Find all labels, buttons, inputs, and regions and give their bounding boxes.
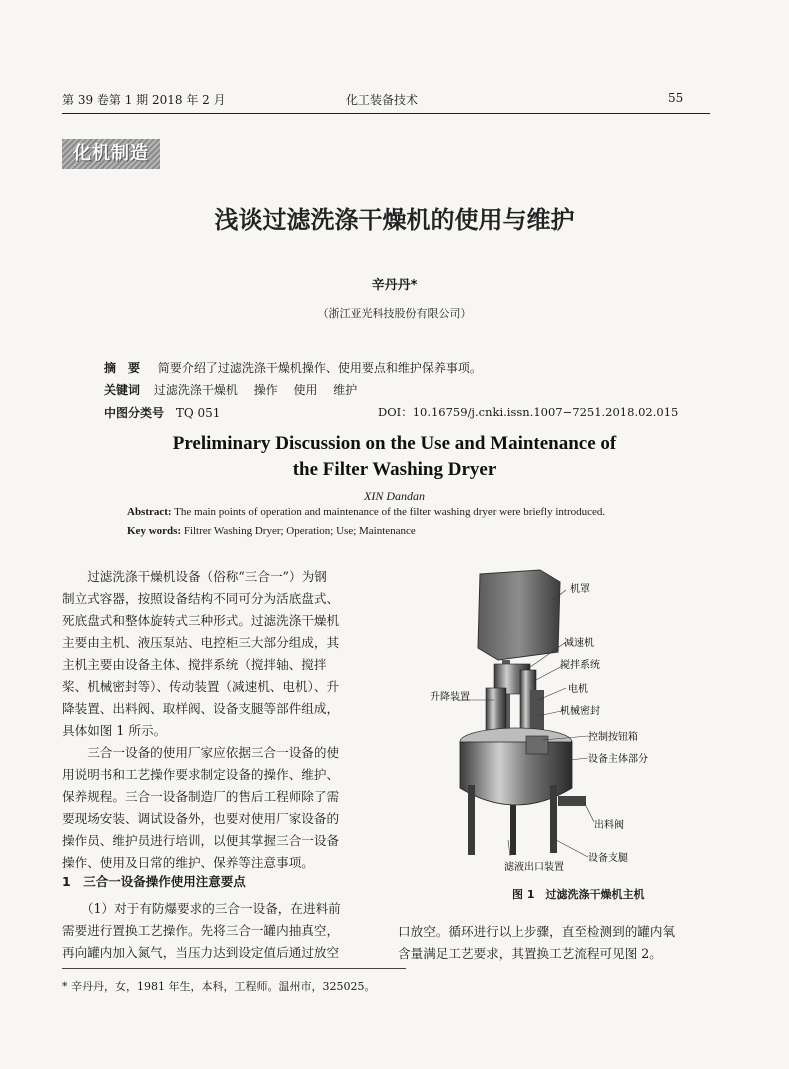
author-cn: 辛丹丹* xyxy=(371,278,418,293)
footnote-rule xyxy=(62,968,406,969)
label-body: 设备主体部分 xyxy=(588,754,648,765)
label-motor: 电机 xyxy=(568,684,588,695)
body-paragraph-line: （1）对于有防爆要求的三合一设备，在进料前 xyxy=(62,901,341,916)
body-paragraph-line: 具体如图 1 所示。 xyxy=(62,723,167,738)
keywords-cn-text: 过滤洗涤干燥机 操作 使用 维护 xyxy=(153,383,358,397)
body-paragraph-line: 操作员、维护员进行培训，以便其掌握三合一设备 xyxy=(62,833,340,848)
label-button-box: 控制按钮箱 xyxy=(588,732,638,743)
body-paragraph-line: 含量满足工艺要求，其置换工艺流程可见图 2。 xyxy=(398,946,662,961)
column-label: 化机制造 xyxy=(62,139,160,169)
label-lift: 升降装置 xyxy=(430,692,470,703)
abstract-en-text: The main points of operation and maintenance of the filter washing dryer were briefly introduced. xyxy=(171,506,606,518)
label-agitator: 搅拌系统 xyxy=(560,660,600,671)
keywords-cn-label: 关键词 xyxy=(104,383,141,397)
body-paragraph-line: 死底盘式和整体旋转式三种形式。过滤洗涤干燥机 xyxy=(62,613,340,628)
body-paragraph-line: 再向罐内加入氮气，当压力达到设定值后通过放空 xyxy=(62,945,340,960)
keywords-en-text: Filtrer Washing Dryer; Operation; Use; Maintenance xyxy=(181,525,416,537)
body-paragraph-line: 桨、机械密封等）、传动装置（减速机、电机）、升 xyxy=(62,679,340,694)
body-paragraph-line: 制立式容器，按照设备结构不同可分为活底盘式、 xyxy=(62,591,340,606)
body-paragraph-line: 用说明书和工艺操作要求制定设备的操作、维护、 xyxy=(62,767,340,782)
abstract-cn-label: 摘 要 xyxy=(104,361,141,375)
label-filtrate: 滤液出口装置 xyxy=(504,862,564,873)
abstract-en-label: Abstract: xyxy=(127,506,172,518)
affiliation-cn: （浙江亚光科技股份有限公司） xyxy=(317,307,472,320)
abstract-cn-text: 简要介绍了过滤洗涤干燥机操作、使用要点和维护保养事项。 xyxy=(157,361,482,375)
doi: DOI：10.16759/j.cnki.issn.1007−7251.2018.02.015 xyxy=(378,405,679,419)
article-title-en-line-1: Preliminary Discussion on the Use and Maintenance of xyxy=(172,433,617,454)
abstract-en xyxy=(127,506,605,518)
body-paragraph-line: 三合一设备的使用厂家应依据三合一设备的使 xyxy=(62,745,340,760)
body-paragraph-line: 主机主要由设备主体、搅拌系统（搅拌轴、搅拌 xyxy=(62,657,327,672)
body-paragraph-line: 要现场安装、调试设备外，也要对使用厂家设备的 xyxy=(62,811,340,826)
abstract-cn xyxy=(104,359,482,376)
label-seal: 机械密封 xyxy=(560,706,600,717)
body-paragraph-line: 保养规程。三合一设备制造厂的售后工程师除了需 xyxy=(62,789,340,804)
header-journal: 化工装备技术 xyxy=(346,93,419,107)
clc-value: TQ 051 xyxy=(175,406,221,420)
header-rule xyxy=(62,113,710,114)
label-legs: 设备支腿 xyxy=(588,853,628,864)
label-reducer: 减速机 xyxy=(564,638,594,649)
header-volume: 第 39 卷第 1 期 2018 年 2 月 xyxy=(62,93,226,107)
body-paragraph-line: 过滤洗涤干燥机设备（俗称“三合一”）为钢 xyxy=(62,569,327,584)
section-heading-1: 1 三合一设备操作使用注意要点 xyxy=(62,874,246,889)
keywords-cn xyxy=(104,381,357,398)
body-paragraph-line: 主要由主机、液压泵站、电控柜三大部分组成，其 xyxy=(62,635,340,650)
keywords-en xyxy=(127,525,416,537)
body-paragraph-line: 口放空。循环进行以上步骤，直至检测到的罐内氧 xyxy=(398,924,676,939)
body-paragraph-line: 降装置、出料阀、取样阀、设备支腿等部件组成， xyxy=(62,701,340,716)
author-en: XIN Dandan xyxy=(364,489,425,503)
label-discharge: 出料阀 xyxy=(594,820,624,831)
clc xyxy=(104,404,220,421)
body-paragraph-line: 需要进行置换工艺操作。先将三合一罐内抽真空， xyxy=(62,923,340,938)
article-title-en-line-2: the Filter Washing Dryer xyxy=(292,459,497,480)
hood-shape xyxy=(478,570,560,660)
article-title-cn: 浅谈过滤洗涤干燥机的使用与维护 xyxy=(214,206,575,234)
filter-washing-dryer-figure xyxy=(398,560,716,878)
footnote: * 辛丹丹，女，1981 年生，本科，工程师。温州市，325025。 xyxy=(62,980,376,993)
keywords-en-label: Key words: xyxy=(127,525,182,537)
label-hood: 机罩 xyxy=(570,584,590,595)
header-page-number: 55 xyxy=(668,91,684,105)
clc-label: 中图分类号 xyxy=(104,406,165,420)
body-paragraph-line: 操作、使用及日常的维护、保养等注意事项。 xyxy=(62,855,314,870)
figure-caption: 图 1 过滤洗涤干燥机主机 xyxy=(512,888,645,901)
